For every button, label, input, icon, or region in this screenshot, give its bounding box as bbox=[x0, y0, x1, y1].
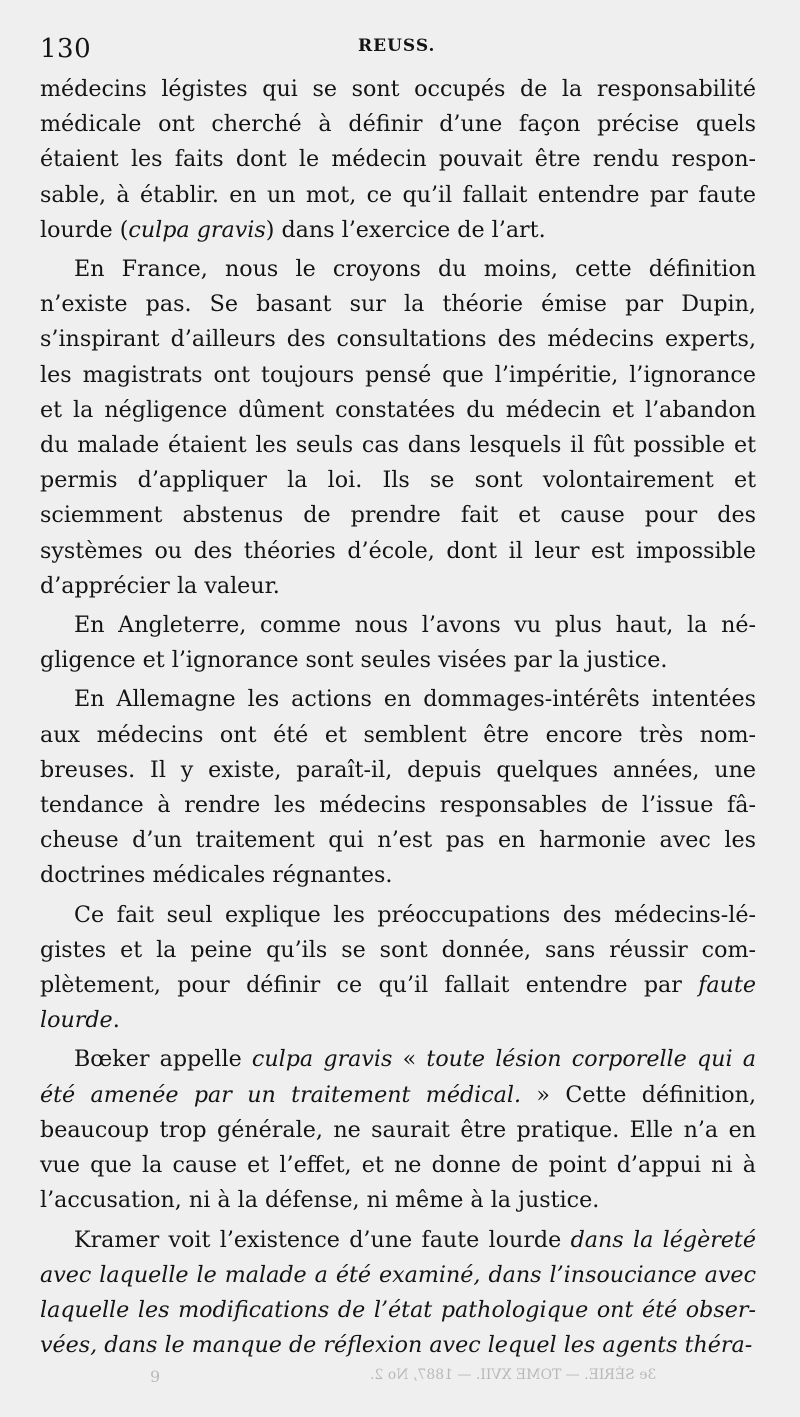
text-run: médecins légistes qui se sont occupés de la responsabilité médicale ont cherché à définir d’une façon précise quels étaient les faits dont le médecin pouvait être rendu responsable, à établir. en un mot, ce qu’il fallait entendre par faute lourde ( bbox=[40, 76, 756, 243]
text-run: En France, nous le croyons du moins, cette définition n’existe pas. Se basant sur la théorie émise par Dupin, s’inspirant d’ailleurs des consultations des médecins experts, les magistrats ont toujours pensé que l’impéritie, l’ignorance et la négligence dûment constatées du médecin et l’abandon du malade étaient les seuls cas dans lesquels il fût possible et permis d’appliquer la loi. Ils se sont volontairement et sciemment abstenus de prendre fait et cause pour des systèmes ou des théories d’école, dont il leur est impossible d’apprécier la valeur. bbox=[40, 256, 756, 599]
italic-text: culpa gravis bbox=[251, 1046, 393, 1073]
text-run: . bbox=[112, 1007, 120, 1034]
page-number: 130 bbox=[40, 34, 92, 64]
text-run: En Angleterre, comme nous l’avons vu plus haut, la négligence et l’ignorance sont seules visées par la justice. bbox=[40, 612, 756, 674]
italic-text: faute lourde bbox=[40, 972, 756, 1034]
text-run: Bœker appelle bbox=[74, 1046, 252, 1073]
signature-mark: 9 bbox=[150, 1367, 161, 1386]
paragraph bbox=[40, 252, 756, 604]
paragraph bbox=[40, 1042, 756, 1218]
text-run: » Cette définition, beaucoup trop générale, ne saurait être pratique. Elle n’a en vue que la cause et l’effet, et ne donne de point d’appui ni à l’accusation, ni à la défense, ni même à la justice. bbox=[40, 1081, 756, 1214]
page-footer bbox=[0, 1367, 800, 1387]
paragraph bbox=[40, 682, 756, 893]
text-run: Ce fait seul explique les préoccupations des médecins-légistes et la peine qu’ils se sont donnée, sans réussir complètement, pour définir ce qu’il fallait entendre par bbox=[40, 901, 756, 999]
text-run: ) dans l’exercice de l’art. bbox=[265, 216, 546, 243]
paragraph bbox=[40, 72, 756, 248]
body-text bbox=[40, 72, 756, 1363]
paragraph bbox=[40, 1223, 756, 1364]
italic-text: culpa gravis bbox=[128, 216, 266, 243]
paragraph bbox=[40, 898, 756, 1039]
text-run: « bbox=[392, 1046, 427, 1073]
text-run: En Allemagne les actions en dommages-intérêts intentées aux médecins ont été et semblent être encore très nombreuses. Il y existe, paraît-il, depuis quelques années, une tendance à rendre les médecins responsables de l’issue fâcheuse d’un traitement qui n’est pas en harmonie avec les doctrines médicales régnantes. bbox=[40, 686, 756, 889]
text-run: Kramer voit l’existence d’une faute lourde bbox=[74, 1226, 571, 1253]
bleed-through-series-line: 3e SÉRIE. — TOME XVII. — 1887, No 2. bbox=[370, 1367, 657, 1383]
running-head: REUSS. bbox=[358, 36, 436, 56]
italic-text: dans la légèreté avec laquelle le malade a été examiné, dans l’insouciance avec laquelle les modifications de l’état pathologique ont été observées, dans le manque de réflexion avec lequel les agents théra- bbox=[40, 1226, 756, 1359]
paragraph bbox=[40, 608, 756, 678]
page-header bbox=[40, 28, 756, 72]
italic-text: toute lésion corporelle qui a été amenée par un traitement médical. bbox=[40, 1046, 756, 1108]
